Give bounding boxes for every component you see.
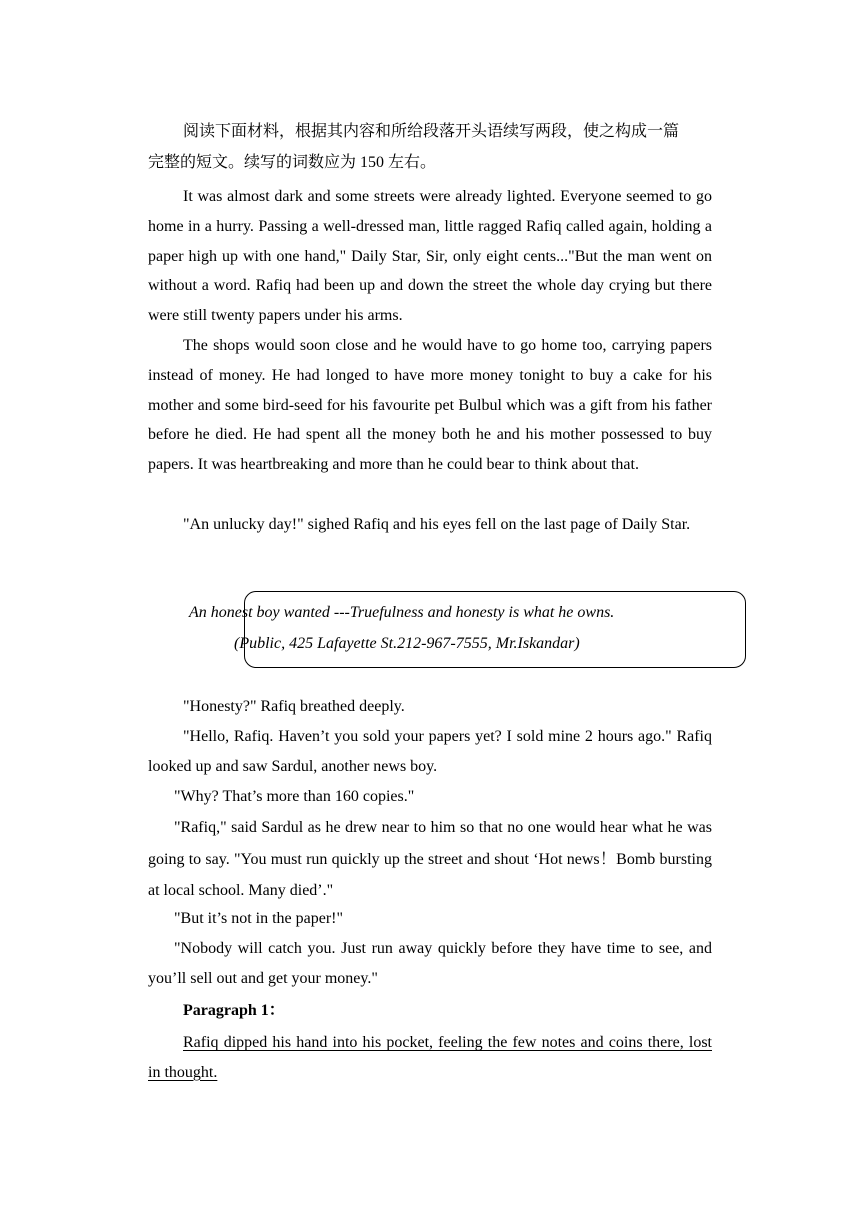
advertisement-line-2: (Public, 425 Lafayette St.212-967-7555, Mr.Iskandar): [234, 635, 580, 652]
dialogue-why: "Why? That’s more than 160 copies.": [174, 788, 415, 805]
dialogue-sardul-plan: "Rafiq," said Sardul as he drew near to him so that no one would hear what he was going to say. "You must run quickly up the street and shout ‘Hot news！Bomb bursting at local school. Many died’.": [148, 819, 712, 899]
advertisement-line-1: An honest boy wanted ---Truefulness and honesty is what he owns.: [189, 604, 615, 621]
dialogue-honesty: "Honesty?" Rafiq breathed deeply.: [183, 698, 405, 715]
story-paragraph-1: It was almost dark and some streets were already lighted. Everyone seemed to go home in a hurry. Passing a well-dressed man, little ragged Rafiq called again, holding a paper high up with one hand," Daily Star, Sir, only eight cents..."But the man went on without a word. Rafiq had been up and down the street the whole day crying but there were still twenty papers under his arms.: [148, 188, 712, 325]
instruction-line-2: 完整的短文。续写的词数应为 150 左右。: [148, 154, 437, 171]
paragraph-1-heading: Paragraph 1：: [183, 1002, 285, 1019]
paragraph-1-opening: [148, 1028, 712, 1088]
dialogue-sardul-greeting: "Hello, Rafiq. Haven’t you sold your papers yet? I sold mine 2 hours ago." Rafiq looked up and saw Sardul, another news boy.: [148, 728, 712, 775]
story-paragraph-3: "An unlucky day!" sighed Rafiq and his eyes fell on the last page of Daily Star.: [183, 516, 691, 533]
story-paragraph-2: The shops would soon close and he would have to go home too, carrying papers instead of money. He had longed to have more money tonight to buy a cake for his mother and some bird-seed for his favourite pet Bulbul which was a gift from his father before he died. He had spent all the money both he and his mother possessed to buy papers. It was heartbreaking and more than he could bear to think about that.: [148, 337, 712, 474]
advertisement-box: [244, 591, 746, 668]
instruction-line-1: 阅读下面材料，根据其内容和所给段落开头语续写两段，使之构成一篇: [183, 123, 680, 140]
instruction-text: [148, 116, 712, 178]
dialogue-run-away: "Nobody will catch you. Just run away quickly before they have time to see, and you’ll sell out and get your money.": [148, 940, 712, 987]
dialogue-not-in-paper: "But it’s not in the paper!": [174, 910, 344, 927]
paragraph-1-opening-text: Rafiq dipped his hand into his pocket, feeling the few notes and coins there, lost in thought.: [148, 1034, 712, 1081]
